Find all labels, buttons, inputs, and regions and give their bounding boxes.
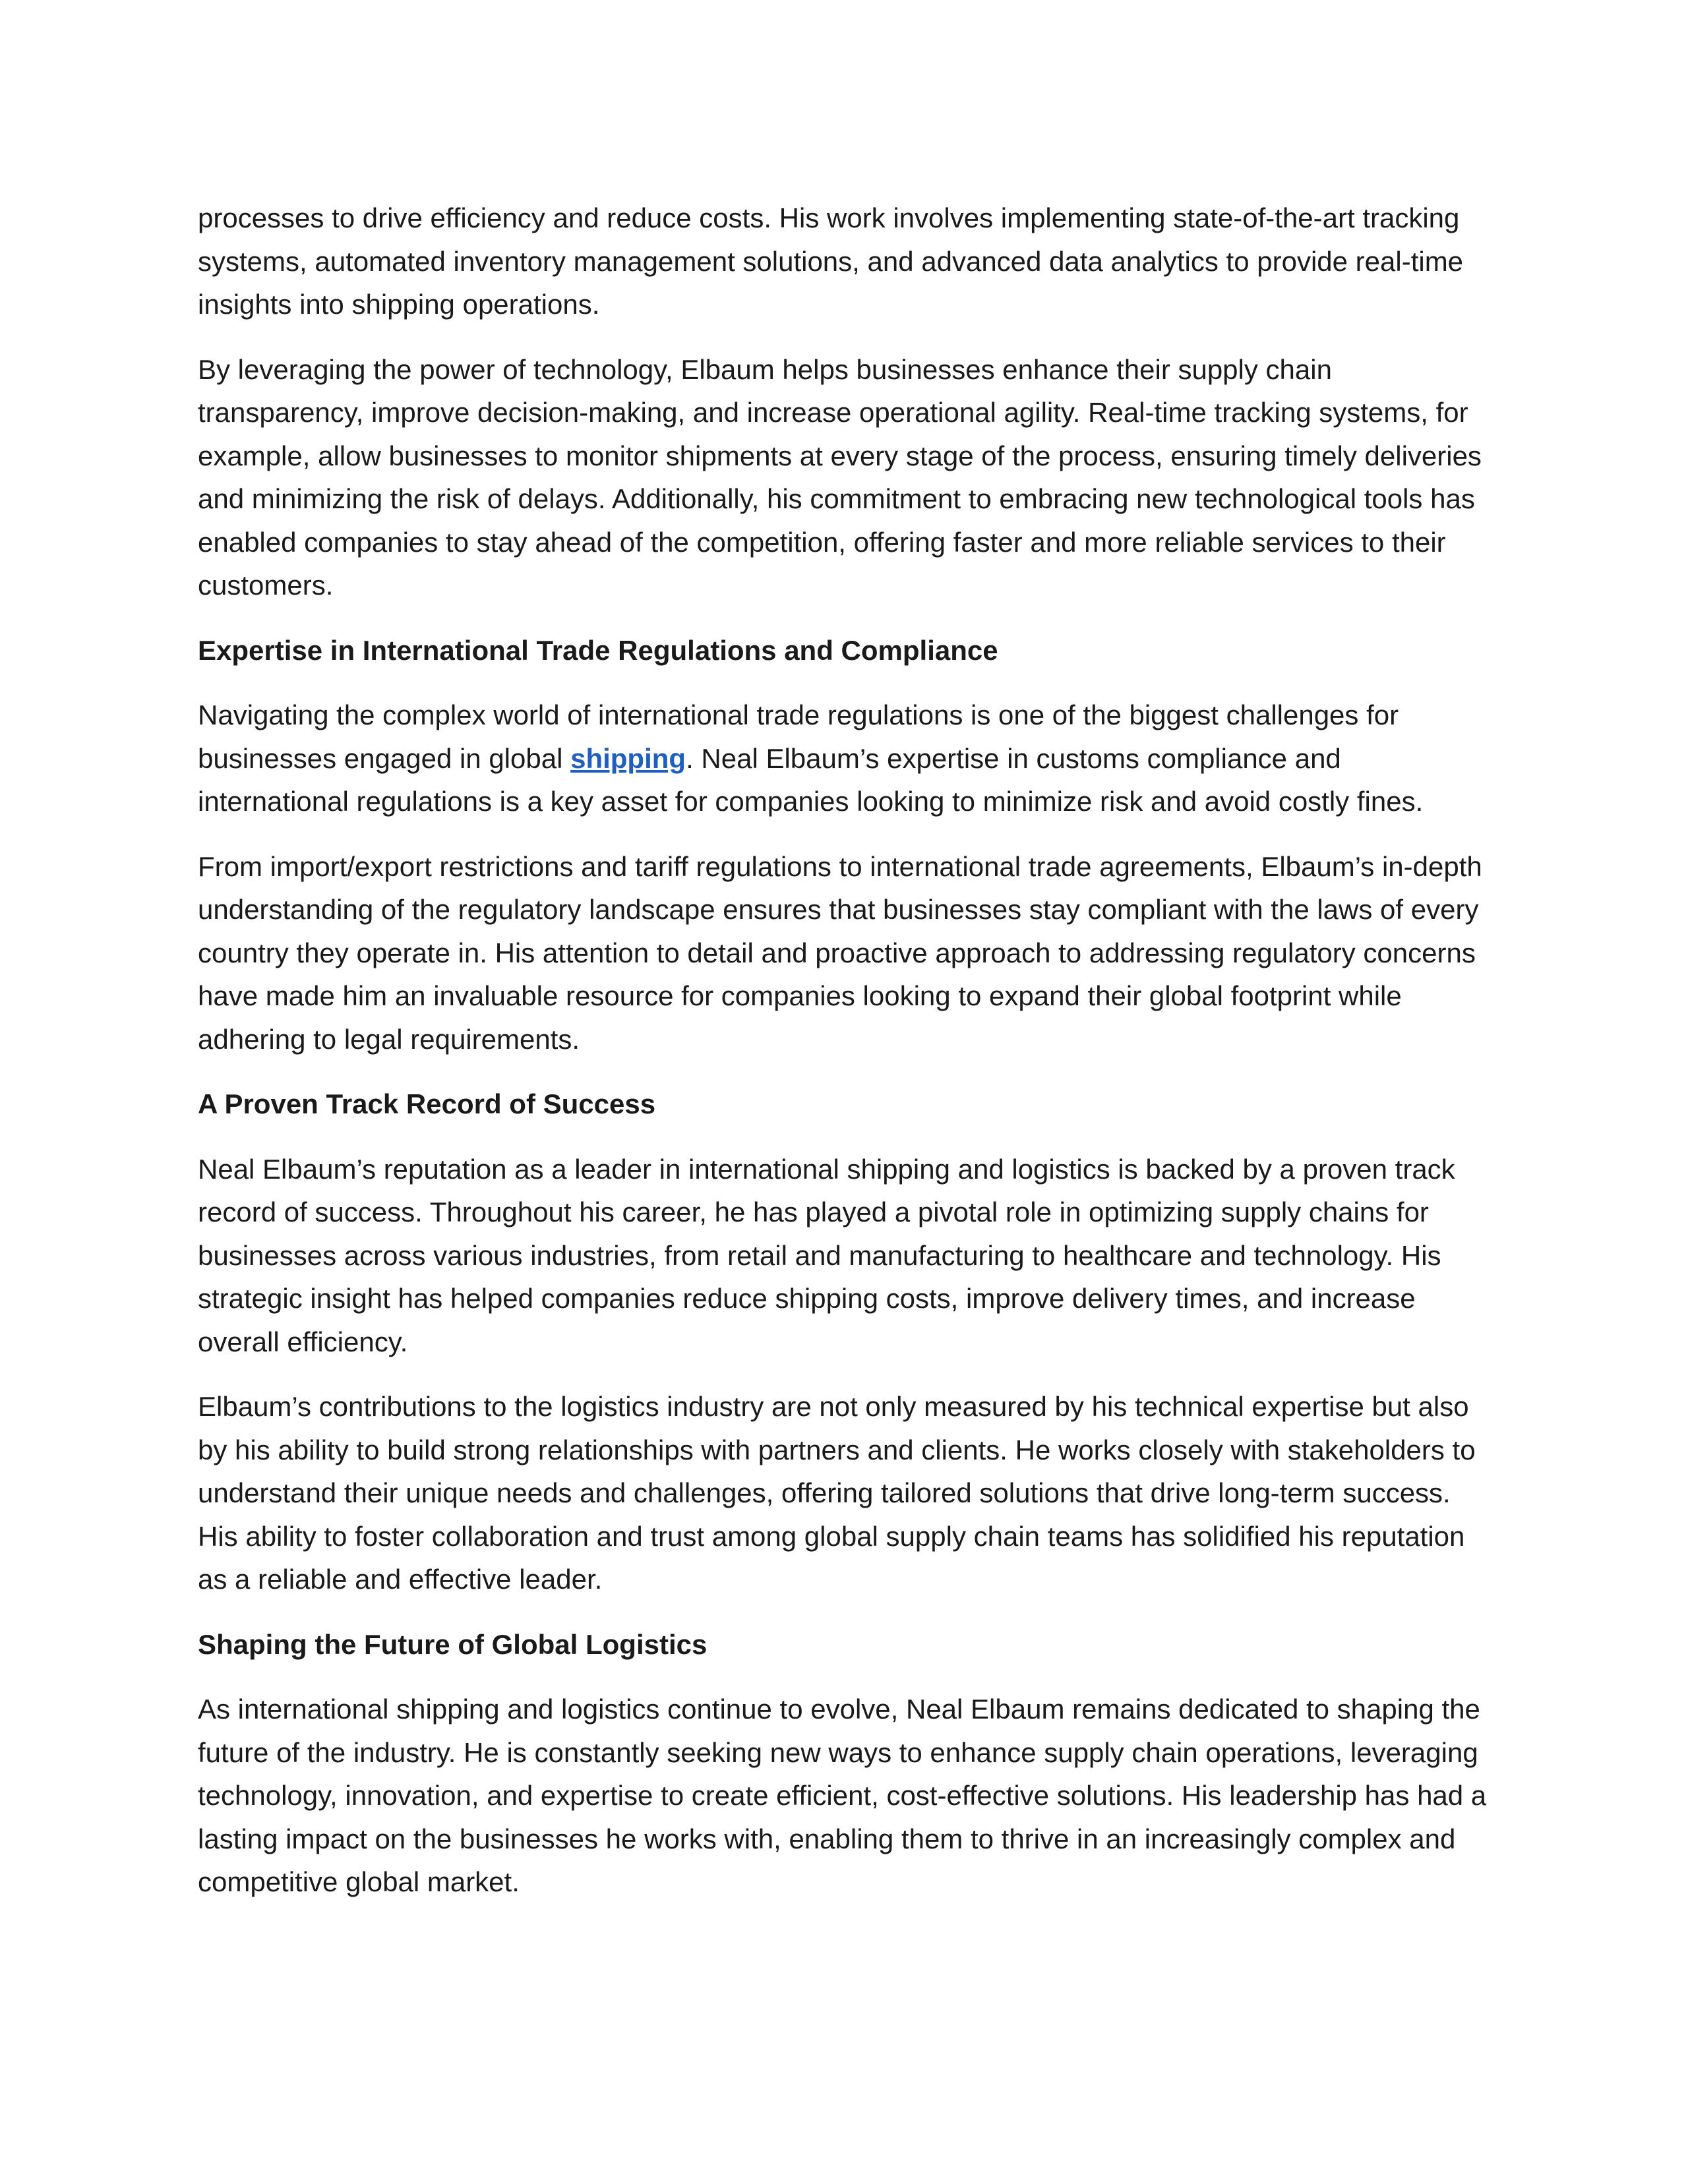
paragraph-text-before-link: Navigating the complex world of international trade regulations is one of the biggest challenges for businesses engaged in global xyxy=(198,699,1399,774)
heading-track-record: A Proven Track Record of Success xyxy=(198,1088,656,1119)
shipping-link[interactable]: shipping xyxy=(570,742,686,774)
paragraph-contributions: Elbaum’s contributions to the logistics industry are not only measured by his technical expertise but also by his ability to build strong relationships with partners and clients. He works closely with stakeholders to understand their unique needs and challenges, offering tailored solutions that drive long-term success. His ability to foster collaboration and trust among global supply chain teams has solidified his reputation as a reliable and effective leader. xyxy=(198,1391,1476,1595)
paragraph-import-export: From import/export restrictions and tariff regulations to international trade agreements, Elbaum’s in-depth understanding of the regulatory landscape ensures that businesses stay compliant with the laws of every country they operate in. His attention to detail and proactive approach to addressing regulatory concerns have made him an invaluable resource for companies looking to expand their global footprint while adhering to legal requirements. xyxy=(198,850,1482,1055)
paragraph-technology-processes: processes to drive efficiency and reduce costs. His work involves implementing state-of-the-art tracking systems, automated inventory management solutions, and advanced data analytics to provide real-time insights into shipping operations. xyxy=(198,202,1464,320)
paragraph-text-after-link: . Neal Elbaum’s expertise in customs compliance and international regulations is a key asset for companies looking to minimize risk and avoid costly fines. xyxy=(198,742,1424,817)
heading-trade-regulations: Expertise in International Trade Regulations and Compliance xyxy=(198,634,998,666)
paragraph-navigating-regulations xyxy=(198,694,1490,823)
paragraph-reputation: Neal Elbaum’s reputation as a leader in international shipping and logistics is backed by a proven track record of success. Throughout his career, he has played a pivotal role in optimizing supply chains for businesses across various industries, from retail and manufacturing to healthcare and technology. His strategic insight has helped companies reduce shipping costs, improve delivery times, and increase overall efficiency. xyxy=(198,1153,1455,1357)
paragraph-leveraging-technology: By leveraging the power of technology, Elbaum helps businesses enhance their supply chain transparency, improve decision-making, and increase operational agility. Real-time tracking systems, for example, allow businesses to monitor shipments at every stage of the process, ensuring timely deliveries and minimizing the risk of delays. Additionally, his commitment to embracing new technological tools has enabled companies to stay ahead of the competition, offering faster and more reliable services to their customers. xyxy=(198,353,1482,601)
document-page xyxy=(198,196,1490,1926)
paragraph-future: As international shipping and logistics continue to evolve, Neal Elbaum remains dedicated to shaping the future of the industry. He is constantly seeking new ways to enhance supply chain operations, leveraging technology, innovation, and expertise to create efficient, cost-effective solutions. His leadership has had a lasting impact on the businesses he works with, enabling them to thrive in an increasingly complex and competitive global market. xyxy=(198,1694,1487,1897)
heading-future-logistics: Shaping the Future of Global Logistics xyxy=(198,1628,708,1660)
